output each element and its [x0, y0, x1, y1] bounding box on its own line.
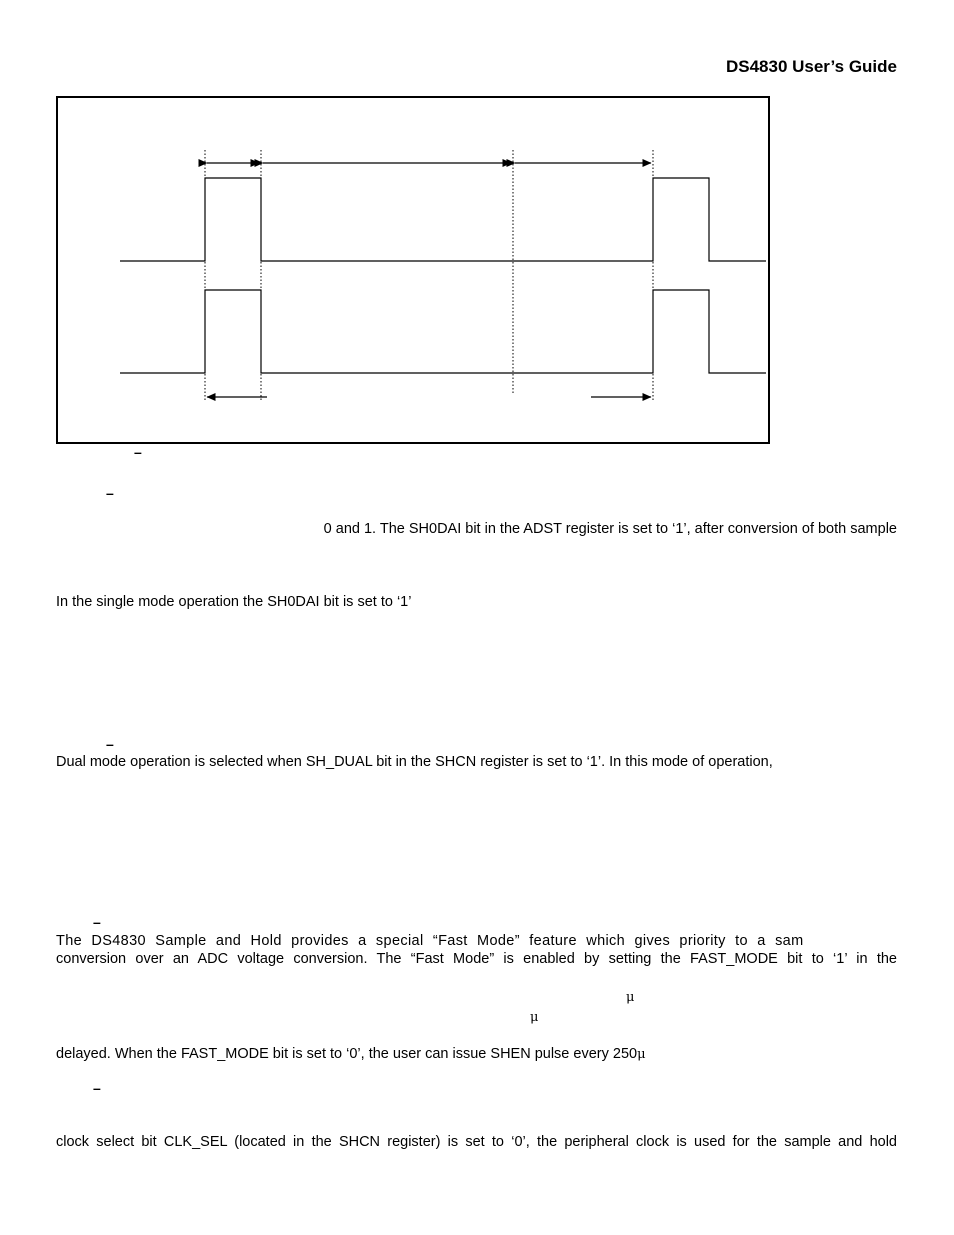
timing-diagram-svg — [58, 98, 768, 442]
section-3-mu-2: μ — [530, 1010, 539, 1025]
section-3-dash: – — [93, 914, 101, 930]
waveform-lower — [120, 290, 766, 373]
section-4-dash: – — [93, 1080, 101, 1096]
section-3-line-2: conversion over an ADC voltage conversion. The “Fast Mode” is enabled by setting the FAST_MODE bit to ‘1’ in the — [56, 951, 897, 967]
section-3-mu-3: μ — [637, 1047, 646, 1062]
waveforms — [120, 178, 766, 373]
figure-caption-dash: – — [134, 444, 142, 460]
timing-diagram — [56, 96, 770, 444]
section-3-line-1: The DS4830 Sample and Hold provides a special “Fast Mode” feature which gives priority to a sam — [56, 933, 804, 949]
section-2-line-1: Dual mode operation is selected when SH_DUAL bit in the SHCN register is set to ‘1’. In this mode of operation, — [56, 754, 773, 770]
section-1-line-2: In the single mode operation the SH0DAI bit is set to ‘1’ — [56, 594, 412, 610]
dotted-guide-lines — [205, 150, 653, 400]
waveform-upper — [120, 178, 766, 261]
section-3-line-3-text: delayed. When the FAST_MODE bit is set to ‘0’, the user can issue SHEN pulse every 250 — [56, 1046, 638, 1062]
section-2-dash: – — [106, 736, 114, 752]
section-1-line-1: 0 and 1. The SH0DAI bit in the ADST register is set to ‘1’, after conversion of both sample — [323, 521, 897, 537]
section-3-line-3 — [56, 1046, 646, 1062]
section-4-line-1: clock select bit CLK_SEL (located in the SHCN register) is set to ‘0’, the peripheral clock is used for the sample and hold — [56, 1134, 897, 1150]
section-3-mu-1: μ — [626, 990, 635, 1005]
page-header-title: DS4830 User’s Guide — [725, 57, 897, 76]
section-1-dash: – — [106, 485, 114, 501]
